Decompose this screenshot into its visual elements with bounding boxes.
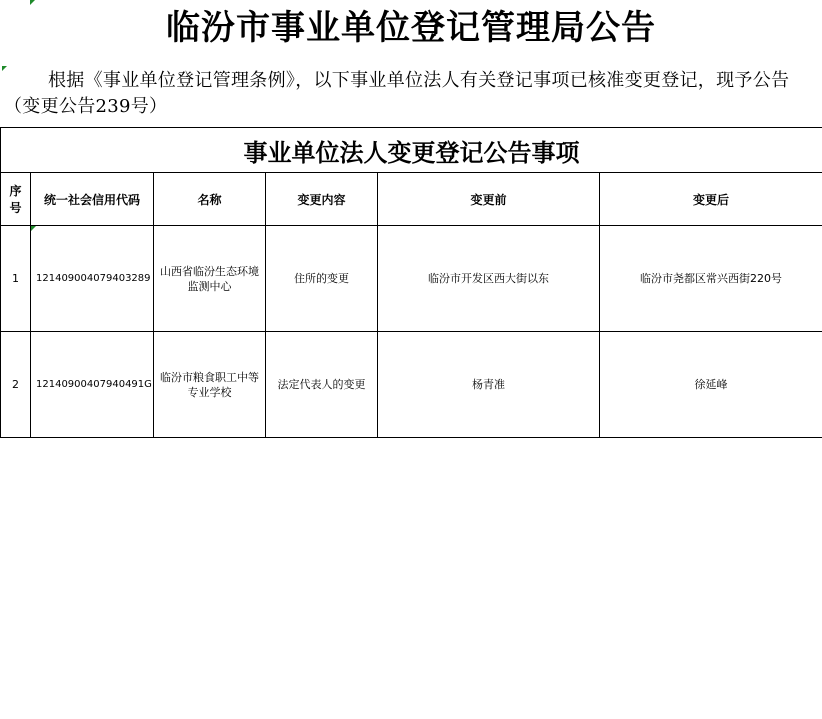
cell-before: 临汾市开发区西大街以东 (378, 226, 600, 332)
cell-before: 杨青准 (378, 332, 600, 438)
cell-marker-icon (30, 0, 35, 5)
column-header-change-content: 变更内容 (266, 173, 378, 226)
announcement-table (0, 127, 822, 438)
table-row (1, 332, 822, 438)
cell-no: 2 (1, 332, 31, 438)
column-header-no: 序号 (1, 173, 31, 226)
column-header-before: 变更前 (378, 173, 600, 226)
column-header-credit-code: 统一社会信用代码 (31, 173, 154, 226)
table-title: 事业单位法人变更登记公告事项 (1, 128, 822, 173)
cell-credit-code: 12140900407940328‌9 (31, 226, 154, 332)
cell-credit-code: 12140900407940491G (31, 332, 154, 438)
column-header-name: 名称 (154, 173, 266, 226)
column-header-after: 变更后 (600, 173, 822, 226)
cell-change-content: 法定代表人的变更 (266, 332, 378, 438)
cell-name: 山西省临汾生态环境监测中心 (154, 226, 266, 332)
cell-no: 1 (1, 226, 31, 332)
table-header-row (1, 173, 822, 226)
cell-after: 临汾市尧都区常兴西街220号 (600, 226, 822, 332)
cell-after: 徐延峰 (600, 332, 822, 438)
announcement-intro: 根据《事业单位登记管理条例》，以下事业单位法人有关登记事项已核准变更登记，现予公告（变更公告239号） (4, 70, 790, 117)
cell-name: 临汾市粮食职工中等专业学校 (154, 332, 266, 438)
cell-change-content: 住所的变更 (266, 226, 378, 332)
page-title: 临汾市事业单位登记管理局公告 (166, 8, 656, 48)
table-row (1, 226, 822, 332)
